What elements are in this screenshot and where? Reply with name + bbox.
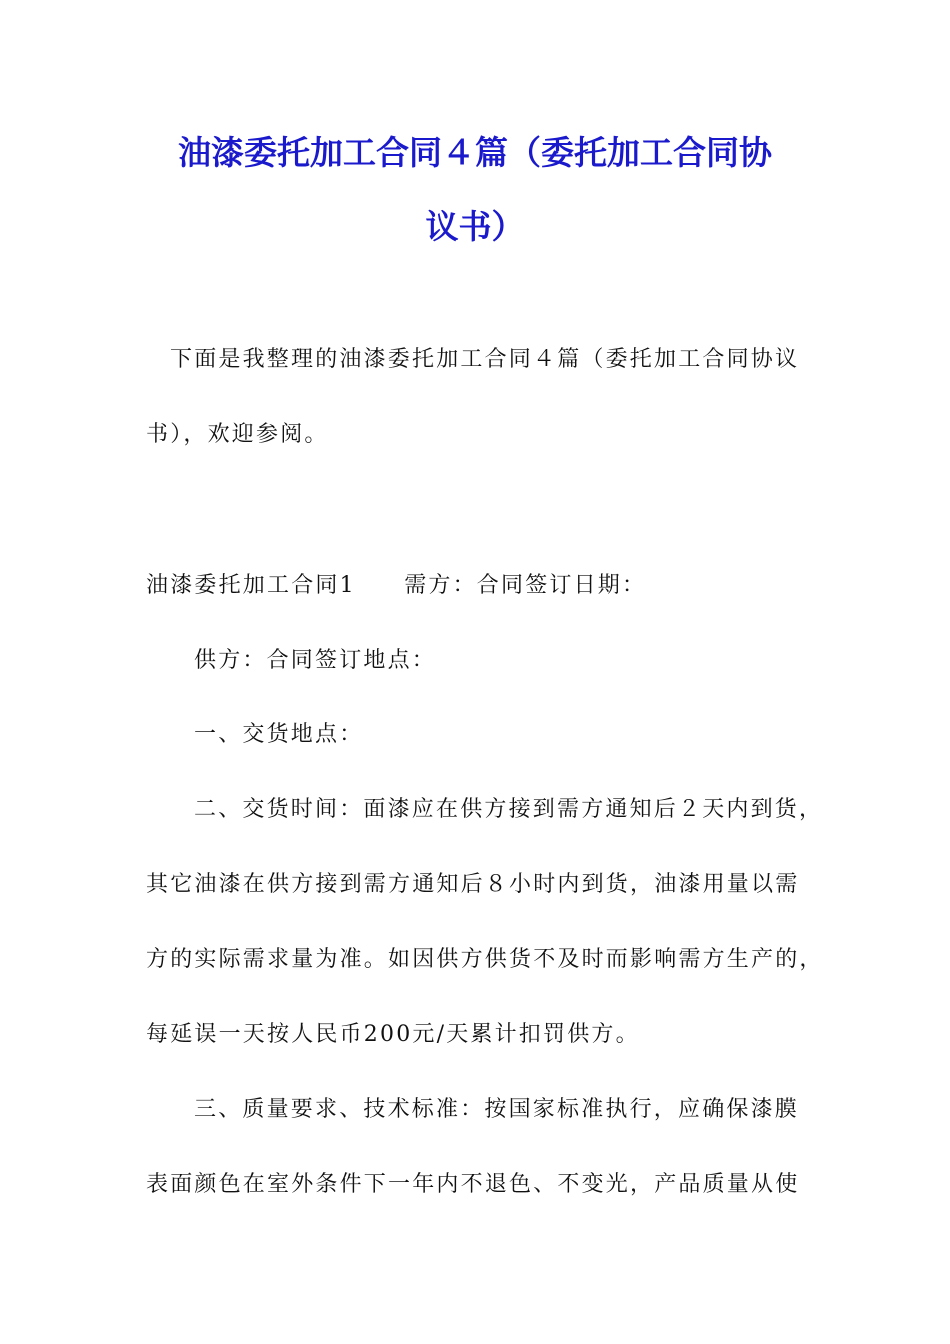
supplier-line: 供方：合同签订地点： bbox=[194, 648, 437, 673]
clause-2-line-1: 二、交货时间：面漆应在供方接到需方通知后２天内到货， bbox=[194, 797, 824, 822]
document-title-line-1: 油漆委托加工合同４篇（委托加工合同协 bbox=[178, 133, 772, 172]
clause-2-line-2: 其它油漆在供方接到需方通知后８小时内到货，油漆用量以需 bbox=[146, 872, 800, 897]
intro-line-2: 书），欢迎参阅。 bbox=[146, 422, 329, 447]
intro-line-1: 下面是我整理的油漆委托加工合同４篇（委托加工合同协议 bbox=[170, 347, 800, 372]
clause-2-line-4: 每延误一天按人民币200元/天累计扣罚供方。 bbox=[146, 1022, 640, 1047]
clause-3-line-2: 表面颜色在室外条件下一年内不退色、不变光，产品质量从使 bbox=[146, 1172, 800, 1197]
clause-3-line-1: 三、质量要求、技术标准：按国家标准执行，应确保漆膜 bbox=[194, 1097, 800, 1122]
contract-heading-line: 油漆委托加工合同1 需方：合同签订日期： bbox=[146, 573, 647, 598]
document-title-line-2: 议书） bbox=[425, 207, 525, 246]
clause-1-line: 一、交货地点： bbox=[194, 722, 364, 747]
clause-2-line-3: 方的实际需求量为准。如因供方供货不及时而影响需方生产的， bbox=[146, 947, 824, 972]
